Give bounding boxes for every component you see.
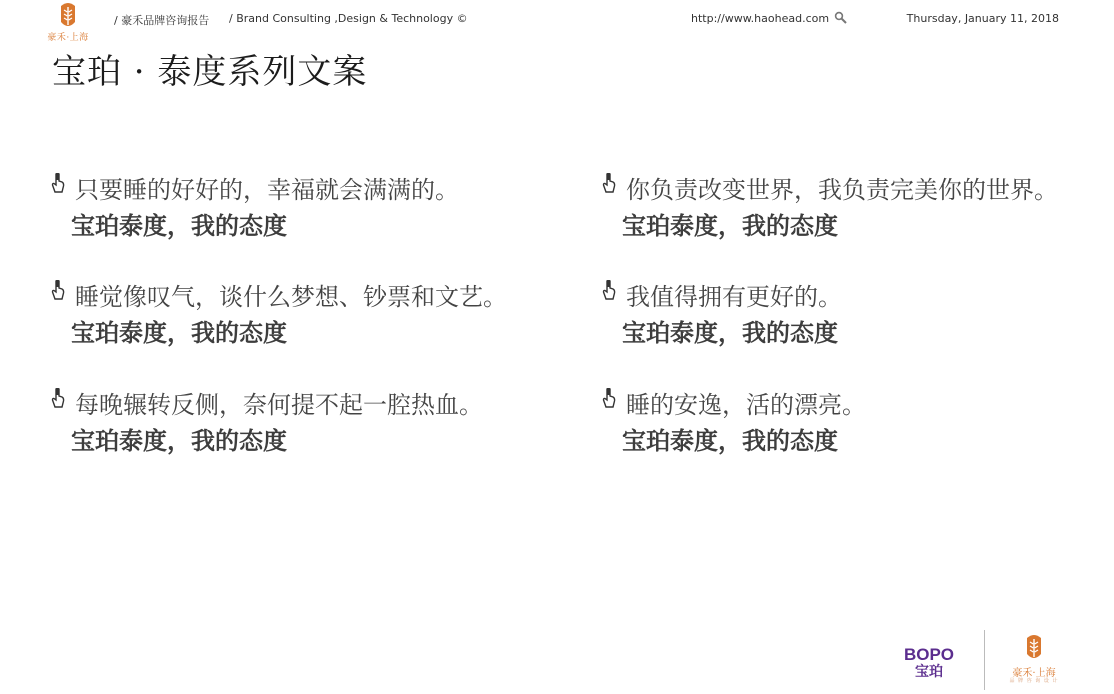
copy-tagline: 宝珀泰度，我的态度 [71,427,287,455]
copy-line: 睡觉像叹气，谈什么梦想、钞票和文艺。 [75,283,507,311]
copy-tagline: 宝珀泰度，我的态度 [622,427,838,455]
footer-logo-text: 豪禾·上海 [1012,668,1056,679]
copy-tagline: 宝珀泰度，我的态度 [622,212,838,240]
copy-tagline: 宝珀泰度，我的态度 [71,319,287,347]
hand-pointer-icon [602,280,616,300]
copy-tagline: 宝珀泰度，我的态度 [71,212,287,240]
wheat-logo-icon [1025,634,1043,662]
haohe-logo [44,2,92,42]
hand-pointer-icon [51,388,65,408]
search-icon[interactable] [834,11,848,25]
haohe-footer-logo [1008,634,1060,684]
footer-divider [984,630,985,690]
hand-pointer-icon [51,280,65,300]
hand-pointer-icon [51,173,65,193]
copy-line: 每晚辗转反侧，奈何提不起一腔热血。 [75,391,483,419]
logo-text: 豪禾·上海 [47,33,89,43]
copy-line: 睡的安逸，活的漂亮。 [626,391,866,419]
website-url[interactable]: http://www.haohead.com [691,12,830,25]
breadcrumb-report: / 豪禾品牌咨询报告 [114,14,210,27]
copy-tagline: 宝珀泰度，我的态度 [622,319,838,347]
bopo-wordmark: BOPO [903,645,955,664]
header-date: Thursday, January 11, 2018 [906,12,1059,25]
bopo-cn-wordmark: 宝珀 [915,664,943,678]
copy-line: 我值得拥有更好的。 [626,283,842,311]
breadcrumb-tagline: / Brand Consulting ,Design & Technology © [229,12,468,25]
page-title: 宝珀 · 泰度系列文案 [52,52,368,92]
wheat-logo-icon [59,2,77,30]
hand-pointer-icon [602,173,616,193]
copy-line: 你负责改变世界，我负责完美你的世界。 [626,176,1058,204]
copy-line: 只要睡的好好的，幸福就会满满的。 [75,176,459,204]
hand-pointer-icon [602,388,616,408]
footer-logo-subtext: 品 牌 咨 询 设 计 [1009,678,1059,684]
bopo-logo [897,644,961,678]
